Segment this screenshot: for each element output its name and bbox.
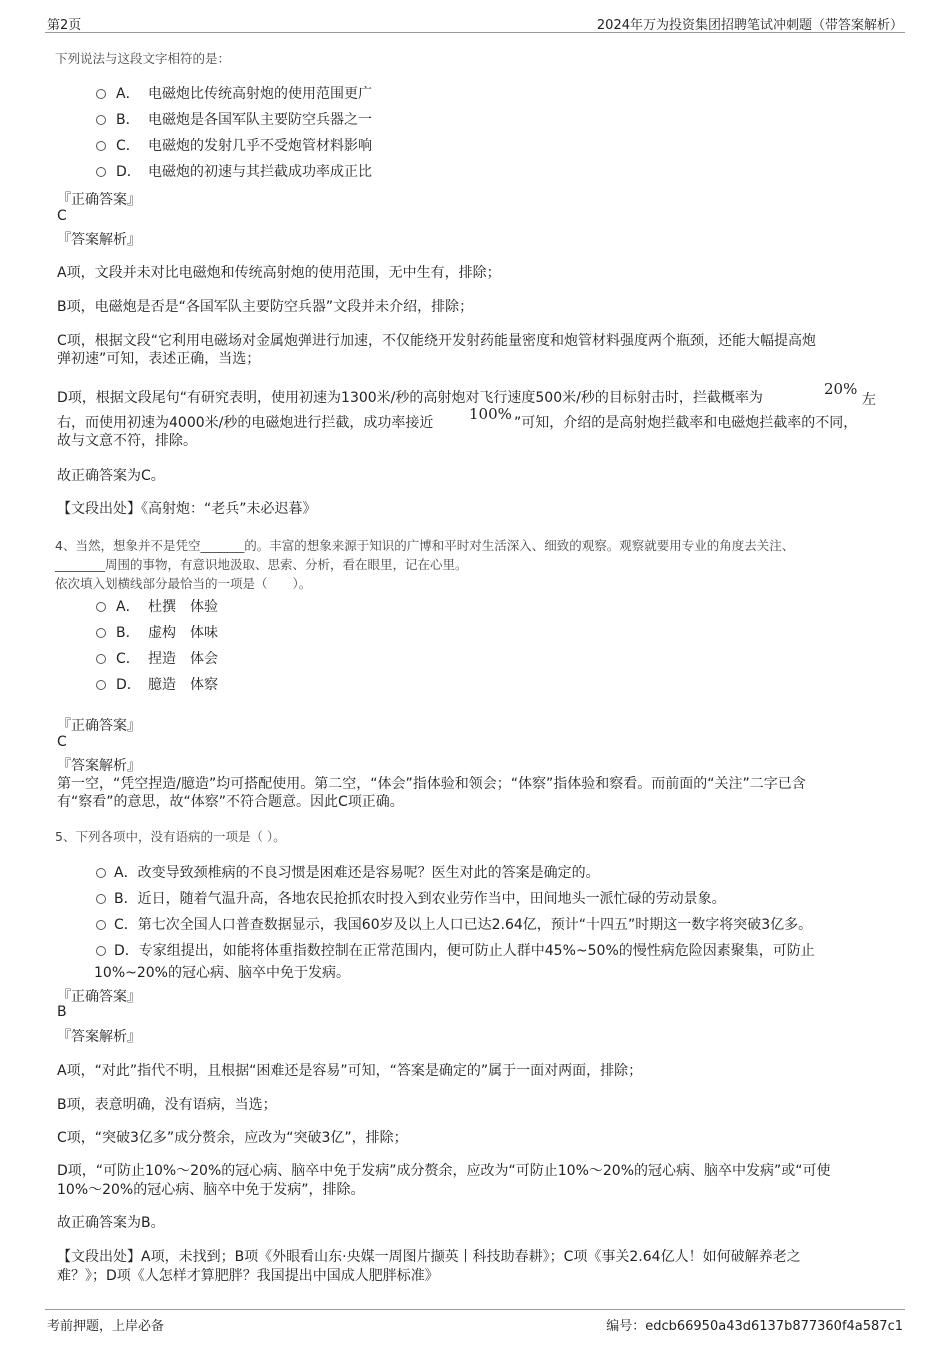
radio-icon[interactable] xyxy=(96,894,106,904)
document-id: 编号：edcb66950a43d6137b877360f4a587c1 xyxy=(606,1319,903,1334)
q5-answer: B xyxy=(57,1004,67,1020)
q4-analysis-line2: 有“察看”的意思，故“体察”不符合题意。因此C项正确。 xyxy=(57,794,404,810)
q3-stem: 下列说法与这段文字相符的是： xyxy=(55,51,231,66)
q5-option-b[interactable] xyxy=(96,888,726,908)
radio-icon[interactable] xyxy=(96,602,106,612)
q5-source-line2: 难？》；D项《人怎样才算肥胖？我国提出中国成人肥胖标准》 xyxy=(57,1268,439,1284)
option-letter: B． xyxy=(116,112,140,128)
radio-icon[interactable] xyxy=(96,868,106,878)
footer-slogan: 考前押题，上岸必备 xyxy=(47,1319,165,1334)
page-header xyxy=(45,8,905,33)
q5-option-d-continued: 10%~20%的冠心病、脑卒中免于发病。 xyxy=(94,965,350,981)
option-text: 臆造 体察 xyxy=(148,677,218,693)
q4-stem-line1: 4、当然，想象并不是凭空_______的。丰富的想象来源于知识的广博和平时对生活深入、细致的观察。观察就要用专业的角度去关注、 xyxy=(55,538,795,553)
q3-analysis-d-line2-end: ”可知，介绍的是高射炮拦截率和电磁炮拦截率的不同， xyxy=(514,415,858,431)
option-letter: D． xyxy=(116,677,141,693)
q3-conclusion: 故正确答案为C。 xyxy=(57,468,165,484)
q3-analysis-d-line1: D项，根据文段尾句“有研究表明，使用初速为1300米/秒的高射炮对飞行速度500米/秒的目标射击时，拦截概率为 xyxy=(57,390,763,406)
q5-stem: 5、下列各项中，没有语病的一项是（ ）。 xyxy=(55,829,286,844)
radio-icon[interactable] xyxy=(96,946,106,956)
option-text: 改变导致颈椎病的不良习惯是困难还是容易呢？医生对此的答案是确定的。 xyxy=(137,865,600,881)
option-letter: A． xyxy=(114,865,138,881)
q3-analysis-b: B项，电磁炮是否是“各国军队主要防空兵器”文段并未介绍，排除； xyxy=(57,299,474,315)
radio-icon[interactable] xyxy=(96,115,106,125)
radio-icon[interactable] xyxy=(96,628,106,638)
q3-analysis-c-line2: 弹初速”可知，表述正确，当选； xyxy=(57,351,261,367)
q3-analysis-d-line2: 右，而使用初速为4000米/秒的电磁炮进行拦截，成功率接近 xyxy=(57,415,434,431)
q3-answer-label: 『正确答案』 xyxy=(57,192,141,208)
q4-stem-line2: ________周围的事物，有意识地汲取、思索、分析，看在眼里，记在心里。 xyxy=(55,557,468,572)
option-letter: B． xyxy=(114,891,138,907)
option-letter: D． xyxy=(116,164,141,180)
option-letter: C． xyxy=(114,917,138,933)
q3-option-d[interactable] xyxy=(96,161,372,181)
radio-icon[interactable] xyxy=(96,89,106,99)
q3-analysis-a: A项，文段并未对比电磁炮和传统高射炮的使用范围，无中生有，排除； xyxy=(57,265,501,281)
option-text: 杜撰 体验 xyxy=(148,599,218,615)
option-text: 虚构 体味 xyxy=(148,625,218,641)
q5-option-a[interactable] xyxy=(96,862,600,882)
radio-icon[interactable] xyxy=(96,920,106,930)
option-text: 捏造 体会 xyxy=(148,651,218,667)
option-letter: B． xyxy=(116,625,140,641)
q5-option-d[interactable] xyxy=(96,940,815,960)
option-text: 电磁炮的发射几乎不受炮管材料影响 xyxy=(148,138,372,154)
q5-answer-label: 『正确答案』 xyxy=(57,989,141,1005)
document-title: 2024年万为投资集团招聘笔试冲刺题（带答案解析） xyxy=(596,18,903,33)
q3-analysis-d-suffix: 左 xyxy=(862,392,876,408)
q3-answer: C xyxy=(57,208,67,224)
q5-conclusion: 故正确答案为B。 xyxy=(57,1215,165,1231)
q5-analysis-a: A项，“对此”指代不明，且根据“困难还是容易”可知，“答案是确定的”属于一面对两面，排除； xyxy=(57,1063,643,1079)
page-number: 第2页 xyxy=(47,18,82,33)
q3-option-a[interactable] xyxy=(96,83,372,103)
q4-stem-line3: 依次填入划横线部分最恰当的一项是（ ）。 xyxy=(55,576,312,591)
q3-source: 【文段出处】《高射炮：“老兵”未必迟暮》 xyxy=(57,501,317,517)
q5-source-line1: 【文段出处】A项，未找到；B项《外眼看山东·央媒一周图片撷英丨科技助春耕》；C项《事关2.64亿人！如何破解养老之 xyxy=(57,1249,801,1265)
option-text: 专家组提出，如能将体重指数控制在正常范围内，便可防止人群中45%~50%的慢性病危险因素聚集，可防止 xyxy=(138,943,815,959)
q4-option-b[interactable] xyxy=(96,622,218,642)
q5-analysis-d-line2: 10%～20%的冠心病、脑卒中免于发病”，排除。 xyxy=(57,1182,365,1198)
q3-analysis-d-line3: 故与文意不符，排除。 xyxy=(57,433,197,449)
option-letter: A． xyxy=(116,86,140,102)
q3-analysis-c-line1: C项，根据文段“它利用电磁场对金属炮弹进行加速，不仅能绕开发射药能量密度和炮管材料强度两个瓶颈，还能大幅提高炮 xyxy=(57,333,817,349)
option-letter: D． xyxy=(114,943,139,959)
q4-analysis-label: 『答案解析』 xyxy=(57,758,141,774)
option-text: 电磁炮是各国军队主要防空兵器之一 xyxy=(148,112,372,128)
page-footer xyxy=(45,1309,905,1340)
option-text: 近日，随着气温升高，各地农民抢抓农时投入到农业劳作当中，田间地头一派忙碌的劳动景象。 xyxy=(137,891,726,907)
q5-analysis-b: B项，表意明确，没有语病，当选； xyxy=(57,1097,277,1113)
q5-analysis-label: 『答案解析』 xyxy=(57,1029,141,1045)
q3-option-b[interactable] xyxy=(96,109,372,129)
q3-math-100-percent: 100% xyxy=(469,405,512,423)
q4-option-d[interactable] xyxy=(96,674,218,694)
q4-analysis-line1: 第一空，“凭空捏造/臆造”均可搭配使用。第二空，“体会”指体验和领会；“体察”指体验和察看。而前面的“关注”二字已含 xyxy=(57,776,806,792)
radio-icon[interactable] xyxy=(96,654,106,664)
q4-option-a[interactable] xyxy=(96,596,218,616)
q5-option-c[interactable] xyxy=(96,914,812,934)
option-text: 电磁炮比传统高射炮的使用范围更广 xyxy=(148,86,372,102)
q4-option-c[interactable] xyxy=(96,648,218,668)
option-letter: A． xyxy=(116,599,140,615)
option-text: 第七次全国人口普查数据显示，我国60岁及以上人口已达2.64亿，预计“十四五”时期这一数字将突破3亿多。 xyxy=(137,917,813,933)
q3-math-20-percent: 20% xyxy=(824,380,858,398)
radio-icon[interactable] xyxy=(96,167,106,177)
q5-analysis-d-line1: D项，“可防止10%～20%的冠心病、脑卒中免于发病”成分赘余，应改为“可防止10%～20%的冠心病、脑卒中发病”或“可使 xyxy=(57,1163,831,1179)
q4-answer-label: 『正确答案』 xyxy=(57,718,141,734)
radio-icon[interactable] xyxy=(96,141,106,151)
q5-analysis-c: C项，“突破3亿多”成分赘余，应改为“突破3亿”，排除； xyxy=(57,1130,408,1146)
q4-answer: C xyxy=(57,734,67,750)
q3-analysis-label: 『答案解析』 xyxy=(57,232,141,248)
option-letter: C． xyxy=(116,138,140,154)
q3-option-c[interactable] xyxy=(96,135,372,155)
option-text: 电磁炮的初速与其拦截成功率成正比 xyxy=(148,164,372,180)
option-letter: C． xyxy=(116,651,140,667)
radio-icon[interactable] xyxy=(96,680,106,690)
